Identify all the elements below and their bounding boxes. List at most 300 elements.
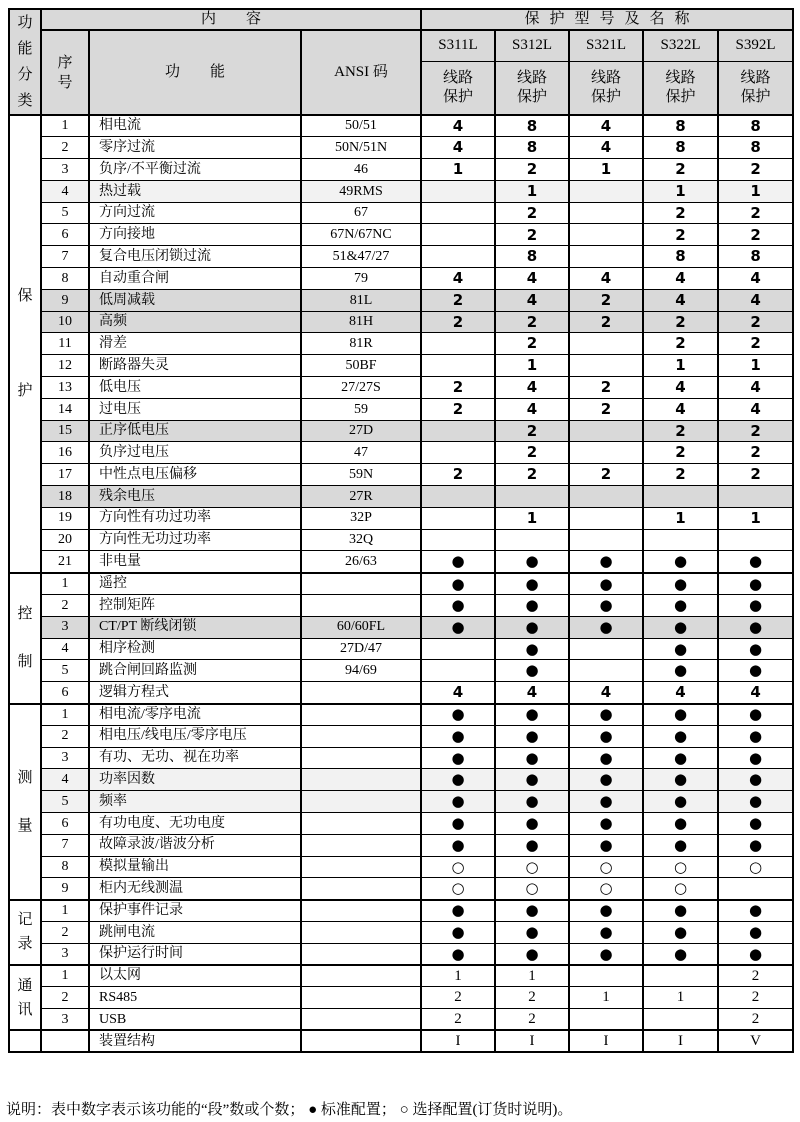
function-name: 高频: [89, 311, 301, 333]
model-value: 4: [569, 137, 643, 159]
model-value: 2: [421, 311, 495, 333]
function-name: 非电量: [89, 551, 301, 573]
row-number: 1: [41, 115, 89, 137]
row-number: 12: [41, 355, 89, 377]
model-value: 4: [643, 289, 718, 311]
ansi-code: 27R: [301, 486, 421, 508]
model-value: ●: [718, 638, 793, 660]
row-number: 2: [41, 137, 89, 159]
row-number: 8: [41, 856, 89, 878]
model-value: 4: [495, 268, 569, 290]
ansi-code: [301, 595, 421, 617]
function-name: CT/PT 断线闭锁: [89, 616, 301, 638]
model-value: 8: [495, 246, 569, 268]
structure-value: V: [718, 1030, 793, 1052]
row-number: 17: [41, 464, 89, 486]
function-name: 正序低电压: [89, 420, 301, 442]
model-value: 1: [643, 355, 718, 377]
model-value: ●: [421, 921, 495, 943]
model-value: 2: [495, 202, 569, 224]
function-name: 控制矩阵: [89, 595, 301, 617]
model-value: [718, 486, 793, 508]
row-number: 6: [41, 682, 89, 704]
model-value: ●: [643, 900, 718, 922]
model-value: ●: [718, 769, 793, 791]
model-value: 2: [569, 398, 643, 420]
model-value: 2: [718, 202, 793, 224]
ansi-code: [301, 965, 421, 987]
model-value: 2: [421, 464, 495, 486]
model-value: ●: [643, 595, 718, 617]
model-value: ○: [495, 856, 569, 878]
model-value: 4: [718, 289, 793, 311]
model-value: ●: [718, 660, 793, 682]
header-function-class: 功能分类: [9, 9, 41, 115]
row-number: 5: [41, 202, 89, 224]
model-value: 1: [718, 180, 793, 202]
model-value: 2: [495, 464, 569, 486]
header-model: S321L: [569, 30, 643, 61]
model-value: 1: [643, 987, 718, 1009]
row-number: 1: [41, 900, 89, 922]
model-value: ●: [569, 725, 643, 747]
model-value: ●: [421, 704, 495, 726]
model-value: ●: [421, 616, 495, 638]
model-value: [569, 965, 643, 987]
model-value: [421, 180, 495, 202]
model-value: 4: [643, 398, 718, 420]
model-value: 2: [718, 987, 793, 1009]
model-value: [569, 486, 643, 508]
model-value: 8: [643, 246, 718, 268]
model-value: ●: [569, 573, 643, 595]
model-value: 4: [569, 268, 643, 290]
model-value: 1: [643, 507, 718, 529]
function-name: 模拟量输出: [89, 856, 301, 878]
model-value: [421, 224, 495, 246]
function-name: RS485: [89, 987, 301, 1009]
ansi-code: 47: [301, 442, 421, 464]
section-label: 记录: [9, 900, 41, 965]
function-name: 有功、无功、视在功率: [89, 747, 301, 769]
row-number: 7: [41, 246, 89, 268]
model-value: ●: [495, 660, 569, 682]
model-value: 1: [643, 180, 718, 202]
model-value: ●: [421, 725, 495, 747]
model-value: ●: [569, 704, 643, 726]
function-name: 断路器失灵: [89, 355, 301, 377]
model-value: 1: [495, 180, 569, 202]
model-value: ●: [569, 616, 643, 638]
model-value: [643, 486, 718, 508]
row-number: 3: [41, 943, 89, 965]
model-value: ●: [495, 813, 569, 835]
ansi-code: [301, 943, 421, 965]
row-number: 3: [41, 616, 89, 638]
model-value: ○: [643, 856, 718, 878]
model-value: 8: [718, 115, 793, 137]
row-number: 2: [41, 921, 89, 943]
model-value: ●: [569, 747, 643, 769]
model-value: 2: [421, 377, 495, 399]
model-value: 8: [643, 137, 718, 159]
row-number: 10: [41, 311, 89, 333]
model-value: 2: [643, 202, 718, 224]
header-model-type: 线路保护: [421, 61, 495, 115]
model-value: [569, 333, 643, 355]
function-name: 保护运行时间: [89, 943, 301, 965]
function-name: 低电压: [89, 377, 301, 399]
model-value: ●: [569, 900, 643, 922]
section-label: 通讯: [9, 965, 41, 1030]
model-value: [421, 246, 495, 268]
model-value: [421, 355, 495, 377]
row-number: 3: [41, 747, 89, 769]
model-value: 4: [569, 115, 643, 137]
function-name: 相电流: [89, 115, 301, 137]
row-number: 18: [41, 486, 89, 508]
model-value: ●: [718, 834, 793, 856]
model-value: ●: [495, 943, 569, 965]
function-name: 中性点电压偏移: [89, 464, 301, 486]
model-value: 2: [421, 1009, 495, 1031]
model-value: 4: [718, 398, 793, 420]
model-value: ●: [643, 813, 718, 835]
model-value: ●: [569, 921, 643, 943]
function-name: 相序检测: [89, 638, 301, 660]
model-value: [421, 529, 495, 551]
model-value: [643, 965, 718, 987]
model-value: ●: [421, 834, 495, 856]
model-value: [421, 660, 495, 682]
model-value: 4: [643, 377, 718, 399]
model-value: [421, 333, 495, 355]
ansi-code: [301, 1009, 421, 1031]
model-value: [718, 878, 793, 900]
ansi-code: 67: [301, 202, 421, 224]
model-value: 1: [718, 355, 793, 377]
model-value: 2: [643, 442, 718, 464]
function-name: USB: [89, 1009, 301, 1031]
header-content: 内容: [41, 9, 421, 30]
model-value: 2: [495, 442, 569, 464]
model-value: [421, 507, 495, 529]
row-number: 1: [41, 573, 89, 595]
model-value: 2: [569, 377, 643, 399]
header-function: 功能: [89, 30, 301, 115]
model-value: ●: [495, 900, 569, 922]
function-name: 方向过流: [89, 202, 301, 224]
model-value: 2: [718, 333, 793, 355]
ansi-code: 79: [301, 268, 421, 290]
model-value: 4: [569, 682, 643, 704]
function-name: 以太网: [89, 965, 301, 987]
row-number: 4: [41, 180, 89, 202]
ansi-code: 81R: [301, 333, 421, 355]
model-value: 2: [569, 311, 643, 333]
row-number: 16: [41, 442, 89, 464]
model-value: [569, 420, 643, 442]
model-value: ●: [495, 638, 569, 660]
model-value: ○: [495, 878, 569, 900]
model-value: ●: [421, 595, 495, 617]
model-value: ●: [643, 943, 718, 965]
model-value: 2: [643, 159, 718, 181]
ansi-code: 49RMS: [301, 180, 421, 202]
model-value: 1: [718, 507, 793, 529]
model-value: ●: [643, 769, 718, 791]
model-value: ●: [718, 725, 793, 747]
header-models-title: 保护型号及名称: [421, 9, 793, 30]
function-name: 功率因数: [89, 769, 301, 791]
model-value: ●: [421, 769, 495, 791]
ansi-code: 27D/47: [301, 638, 421, 660]
model-value: ●: [569, 813, 643, 835]
model-value: [421, 486, 495, 508]
model-value: 1: [569, 987, 643, 1009]
row-number: 5: [41, 660, 89, 682]
model-value: ●: [718, 813, 793, 835]
structure-value: I: [495, 1030, 569, 1052]
model-value: ●: [718, 704, 793, 726]
model-value: 4: [421, 115, 495, 137]
function-name: 方向接地: [89, 224, 301, 246]
model-value: [569, 660, 643, 682]
row-number: 3: [41, 159, 89, 181]
model-value: [569, 1009, 643, 1031]
model-value: ●: [495, 704, 569, 726]
function-name: 逻辑方程式: [89, 682, 301, 704]
section-label: 测量: [9, 704, 41, 900]
function-name: 跳闸电流: [89, 921, 301, 943]
model-value: ●: [718, 616, 793, 638]
model-value: [569, 202, 643, 224]
function-name: 频率: [89, 791, 301, 813]
model-value: ○: [718, 856, 793, 878]
model-value: [718, 529, 793, 551]
header-model-type: 线路保护: [495, 61, 569, 115]
model-value: ●: [643, 704, 718, 726]
ansi-code: [301, 878, 421, 900]
model-value: 1: [495, 965, 569, 987]
ansi-code: 50/51: [301, 115, 421, 137]
ansi-code: 50N/51N: [301, 137, 421, 159]
model-value: [569, 638, 643, 660]
ansi-code: 67N/67NC: [301, 224, 421, 246]
model-value: ●: [495, 747, 569, 769]
row-number: 7: [41, 834, 89, 856]
model-value: 2: [495, 159, 569, 181]
ansi-code: [301, 813, 421, 835]
model-value: 2: [569, 464, 643, 486]
model-value: 2: [495, 1009, 569, 1031]
model-value: [569, 529, 643, 551]
row-number: 1: [41, 704, 89, 726]
model-value: 4: [718, 377, 793, 399]
ansi-code: 59: [301, 398, 421, 420]
row-number: 11: [41, 333, 89, 355]
ansi-code: [301, 856, 421, 878]
row-number: 5: [41, 791, 89, 813]
model-value: 4: [718, 682, 793, 704]
model-value: ●: [495, 791, 569, 813]
model-value: ●: [421, 747, 495, 769]
ansi-code: 32Q: [301, 529, 421, 551]
ansi-code: 46: [301, 159, 421, 181]
model-value: ●: [643, 834, 718, 856]
section-label: 控制: [9, 573, 41, 704]
model-value: 2: [569, 289, 643, 311]
model-value: [421, 638, 495, 660]
model-value: ●: [569, 769, 643, 791]
model-value: 2: [643, 464, 718, 486]
ansi-code: 81H: [301, 311, 421, 333]
spec-table: [8, 8, 794, 1053]
function-name: 残余电压: [89, 486, 301, 508]
model-value: [643, 529, 718, 551]
model-value: 8: [718, 246, 793, 268]
model-value: ●: [421, 813, 495, 835]
ansi-code: [301, 725, 421, 747]
function-name: 复合电压闭锁过流: [89, 246, 301, 268]
model-value: 1: [569, 159, 643, 181]
model-value: ○: [569, 878, 643, 900]
ansi-code: [301, 834, 421, 856]
model-value: [569, 224, 643, 246]
row-number: 1: [41, 965, 89, 987]
ansi-code: 27/27S: [301, 377, 421, 399]
model-value: 4: [421, 268, 495, 290]
model-value: 2: [718, 159, 793, 181]
model-value: ●: [569, 595, 643, 617]
model-value: 1: [495, 507, 569, 529]
model-value: 4: [495, 377, 569, 399]
model-value: 2: [421, 289, 495, 311]
row-number: 8: [41, 268, 89, 290]
structure-value: I: [643, 1030, 718, 1052]
function-name: 柜内无线测温: [89, 878, 301, 900]
ansi-code: [301, 987, 421, 1009]
ansi-code: 94/69: [301, 660, 421, 682]
row-number: 19: [41, 507, 89, 529]
model-value: [569, 507, 643, 529]
model-value: 2: [718, 311, 793, 333]
empty-cell: [41, 1030, 89, 1052]
ansi-code: 50BF: [301, 355, 421, 377]
header-model: S311L: [421, 30, 495, 61]
model-value: ●: [495, 725, 569, 747]
header-model-type: 线路保护: [569, 61, 643, 115]
model-value: 4: [495, 289, 569, 311]
function-name: 负序/不平衡过流: [89, 159, 301, 181]
model-value: ●: [421, 791, 495, 813]
model-value: 4: [421, 137, 495, 159]
function-name: 方向性无功过功率: [89, 529, 301, 551]
header-seq: 序号: [41, 30, 89, 115]
row-number: 9: [41, 878, 89, 900]
model-value: 2: [643, 420, 718, 442]
model-value: ●: [718, 900, 793, 922]
model-value: ○: [421, 878, 495, 900]
ansi-code: 51&47/27: [301, 246, 421, 268]
row-number: 2: [41, 987, 89, 1009]
model-value: ●: [421, 943, 495, 965]
model-value: 2: [421, 987, 495, 1009]
model-value: 2: [421, 398, 495, 420]
row-number: 2: [41, 725, 89, 747]
header-model: S392L: [718, 30, 793, 61]
model-value: ●: [718, 921, 793, 943]
function-name: 滑差: [89, 333, 301, 355]
model-value: 8: [643, 115, 718, 137]
model-value: 2: [718, 464, 793, 486]
row-number: 3: [41, 1009, 89, 1031]
function-name: 零序过流: [89, 137, 301, 159]
ansi-code: 27D: [301, 420, 421, 442]
row-number: 21: [41, 551, 89, 573]
model-value: [569, 180, 643, 202]
model-value: ●: [569, 834, 643, 856]
structure-label: 装置结构: [89, 1030, 301, 1052]
function-name: 热过载: [89, 180, 301, 202]
function-name: 跳合闸回路监测: [89, 660, 301, 682]
model-value: ●: [421, 900, 495, 922]
model-value: 2: [643, 224, 718, 246]
function-name: 方向性有功过功率: [89, 507, 301, 529]
empty-cell: [9, 1030, 41, 1052]
model-value: 4: [421, 682, 495, 704]
ansi-code: [301, 769, 421, 791]
model-value: ●: [718, 747, 793, 769]
model-value: 8: [718, 137, 793, 159]
row-number: 4: [41, 769, 89, 791]
ansi-code: 60/60FL: [301, 616, 421, 638]
model-value: [495, 486, 569, 508]
ansi-code: 81L: [301, 289, 421, 311]
model-value: 2: [643, 333, 718, 355]
model-value: 2: [495, 420, 569, 442]
row-number: 6: [41, 813, 89, 835]
function-name: 相电压/线电压/零序电压: [89, 725, 301, 747]
model-value: ●: [643, 551, 718, 573]
ansi-code: [301, 573, 421, 595]
model-value: ●: [421, 551, 495, 573]
model-value: ●: [495, 834, 569, 856]
row-number: 6: [41, 224, 89, 246]
function-name: 故障录波/谐波分析: [89, 834, 301, 856]
ansi-code: [301, 791, 421, 813]
model-value: 8: [495, 115, 569, 137]
model-value: 4: [495, 398, 569, 420]
row-number: 14: [41, 398, 89, 420]
model-value: [421, 442, 495, 464]
model-value: 2: [718, 965, 793, 987]
ansi-code: 26/63: [301, 551, 421, 573]
model-value: [569, 355, 643, 377]
model-value: 1: [495, 355, 569, 377]
section-label: 保护: [9, 115, 41, 573]
model-value: 2: [718, 1009, 793, 1031]
row-number: 13: [41, 377, 89, 399]
model-value: ●: [718, 595, 793, 617]
model-value: [569, 246, 643, 268]
model-value: 2: [495, 987, 569, 1009]
model-value: ●: [569, 551, 643, 573]
model-value: ●: [495, 921, 569, 943]
function-name: 相电流/零序电流: [89, 704, 301, 726]
model-value: ●: [718, 943, 793, 965]
ansi-code: [301, 900, 421, 922]
